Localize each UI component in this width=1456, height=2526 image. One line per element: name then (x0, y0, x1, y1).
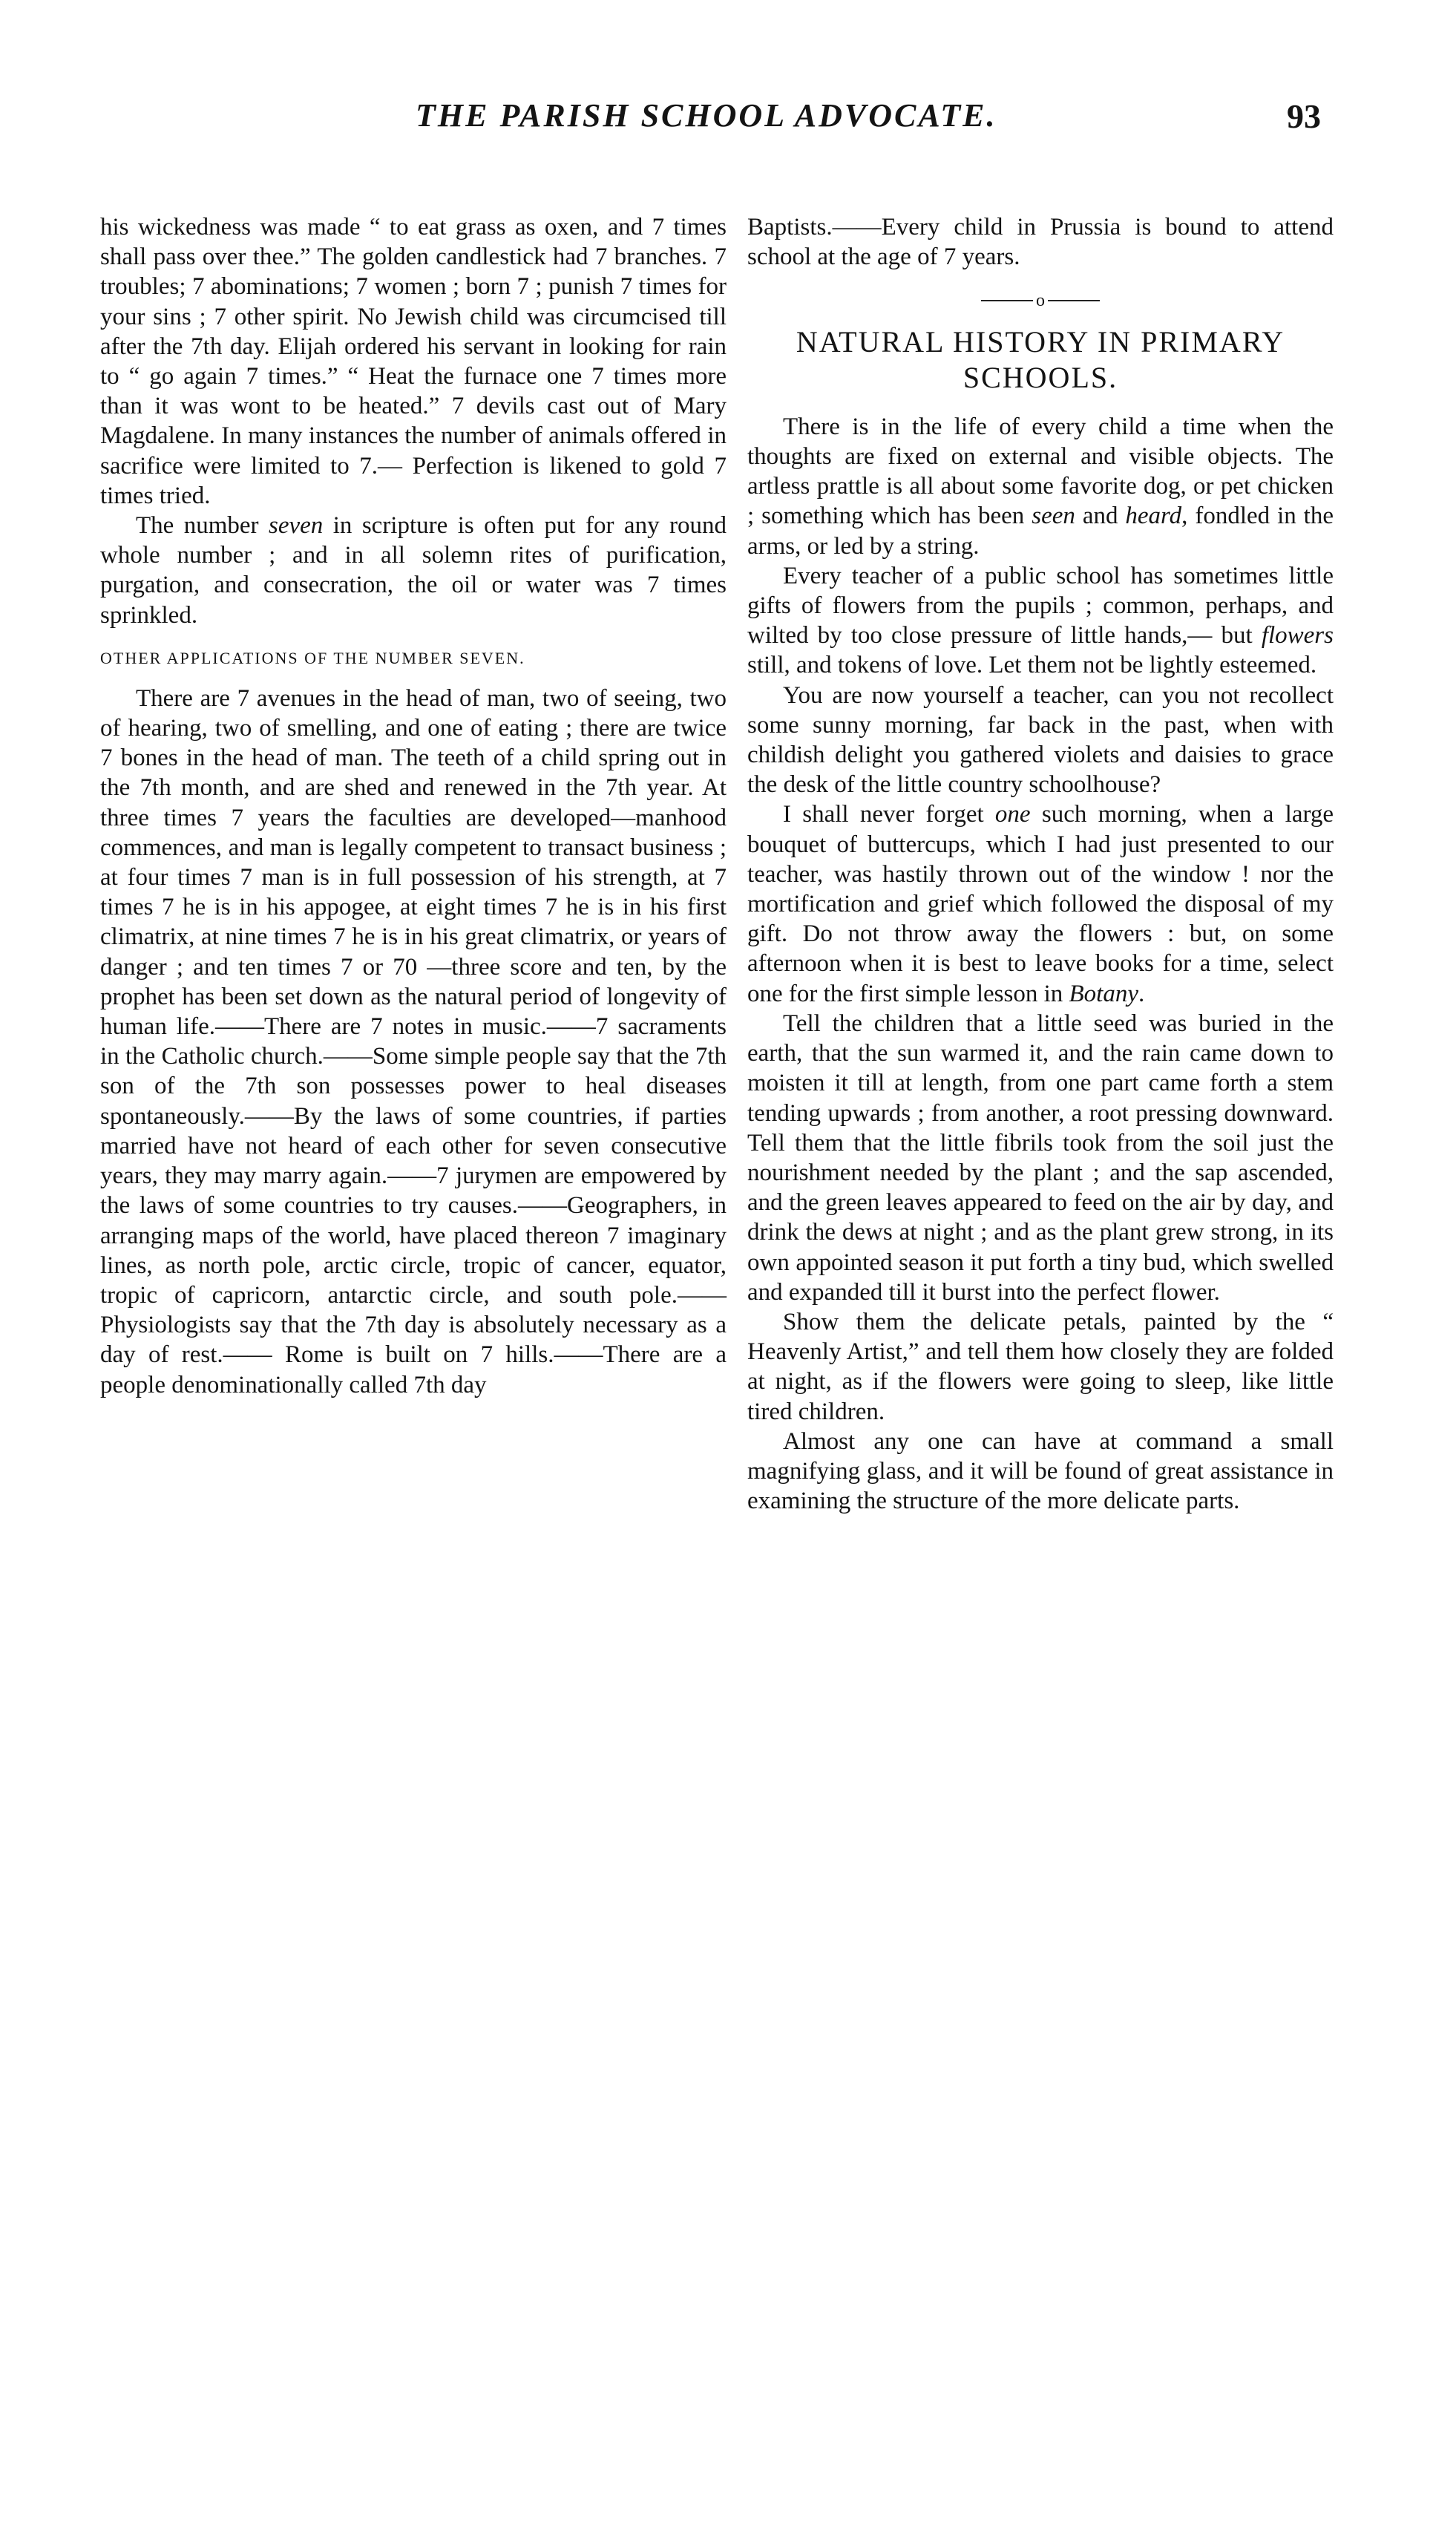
divider-rule (1048, 300, 1100, 301)
paragraph (100, 511, 727, 630)
section-heading: OTHER APPLICATIONS OF THE NUMBER SEVEN. (100, 648, 525, 667)
italic-text: seven (268, 512, 324, 540)
text-run: such morning, when a large bouquet of buttercups, which I had just presented to our teacher, was hastily thrown out of the window ! nor the mortification and grief which followed the disposal of my gift. Do not throw away the flowers : but, on some afternoon when it is best to leave books for a time, select one for the first simple lesson in (747, 801, 1334, 1007)
page-number: 93 (1287, 97, 1321, 135)
divider-rule (981, 300, 1033, 301)
text-run: I shall never forget (783, 801, 995, 828)
italic-text: one (994, 801, 1031, 828)
paragraph (747, 799, 1334, 1008)
italic-text: Botany (1069, 980, 1138, 1007)
paragraph: Baptists.——Every child in Prussia is bound to attend school at the age of 7 years. (747, 214, 1334, 271)
paragraph (747, 412, 1334, 561)
article-title-line: NATURAL HISTORY IN PRIMARY (796, 324, 1285, 359)
paragraph: There are 7 avenues in the head of man, two of seeing, two of hearing, two of smelling, and one of eating ; there are twice 7 bones in the head of man. The teeth of a child spring out in the 7th month, and are shed and renewed in the 7th year. At three times 7 years the faculties are developed—manhood commences, and man is legally competent to transact business ; at four times 7 man is in full possession of his strength, at 7 times 7 he is in his appogee, at eight times 7 he is in his first climatrix, at nine times 7 he is in his great climatrix, or years of danger ; and ten times 7 or 70 —three score and ten, by the prophet has been set down as the natural period of longevity of human life.——There are 7 notes in music.——7 sacraments in the Catholic church.——Some simple people say that the 7th son of the 7th son possesses power to heal diseases spontaneously.——By the laws of some countries, if parties married have not heard of each other for seven consecutive years, they may marry again.——7 jurymen are empowered by the laws of some countries to try causes.——Geographers, in arranging maps of the world, have placed thereon 7 imaginary lines, as north pole, arctic circle, tropic of cancer, equator, tropic of capricorn, antarctic circle, and south pole.—— Physiologists say that the 7th day is absolutely necessary as a day of rest.—— Rome is built on 7 hills.——There are a people denominationally called 7th day (100, 684, 727, 1398)
text-run: Every teacher of a public school has sometimes little gifts of flowers from the pupils ; common, perhaps, and wilted by too close pressure of little hands,— but (747, 562, 1334, 650)
divider-mark: o (1036, 290, 1045, 310)
section-divider (747, 284, 1334, 315)
paragraph: Show them the delicate petals, painted by the “ Heavenly Artist,” and tell them how closely they are folded at night, as if the flowers were going to sleep, like little tired children. (747, 1308, 1334, 1425)
italic-text: flowers (1261, 622, 1334, 650)
text-run: in scripture is often put for any round whole number ; and in all solemn rites of purification, purgation, and consecration, the oil or water was 7 times sprinkled. (100, 512, 727, 629)
right-column (747, 212, 1334, 1516)
text-run: There is in the life of every child a time when the thoughts are fixed on external and visible objects. The artless prattle is all about some favorite dog, or pet chicken ; something which has been (747, 413, 1334, 530)
running-title: THE PARISH SCHOOL ADVOCATE. (416, 97, 997, 134)
text-run: and (1075, 503, 1126, 530)
text-run: still, and tokens of love. Let them not be lightly esteemed. (747, 652, 1317, 679)
paragraph: Almost any one can have at command a small magnifying glass, and it will be found of great assistance in examining the structure of the more delicate parts. (747, 1427, 1334, 1515)
article-title-line: SCHOOLS. (963, 360, 1118, 394)
paragraph: Tell the children that a little seed was buried in the earth, that the sun warmed it, and the rain came down to moisten it till at length, from one part came forth a stem tending upwards ; from another, a root pressing downward. Tell them that the little fibrils took from the soil just the nourishment needed by the plant ; and the sap ascended, and the green leaves appeared to feed on the air by day, and drink the dews at night ; and as the plant grew strong, in its own appointed season it put forth a tiny bud, which swelled and expanded till it burst into the perfect flower. (747, 1010, 1334, 1306)
article-title (747, 324, 1334, 396)
paragraph: You are now yourself a teacher, can you not recollect some sunny morning, far back in the past, when with childish delight you gathered violets and daisies to grace the desk of the little country schoolhouse? (747, 681, 1334, 799)
text-run: . (1138, 980, 1145, 1007)
italic-text: heard (1125, 503, 1182, 530)
italic-text: seen (1032, 503, 1075, 530)
paragraph: his wickedness was made “ to eat grass as oxen, and 7 times shall pass over thee.” The golden candlestick had 7 branches. 7 troubles; 7 abominations; 7 women ; born 7 ; punish 7 times for your sins ; 7 other spirit. No Jewish child was circumcised till after the 7th day. Elijah ordered his servant in looking for rain to “ go again 7 times.” “ Heat the furnace one 7 times more than it was wont to be heated.” 7 devils cast out of Mary Magdalene. In many instances the number of animals offered in sacrifice were limited to 7.— Perfection is likened to gold 7 times tried. (100, 214, 727, 509)
left-column (100, 212, 727, 1400)
paragraph (747, 561, 1334, 681)
page-header (96, 96, 1351, 156)
text-run: The number (136, 512, 269, 540)
text-run: , fondled in the arms, or led by a string. (747, 503, 1334, 560)
